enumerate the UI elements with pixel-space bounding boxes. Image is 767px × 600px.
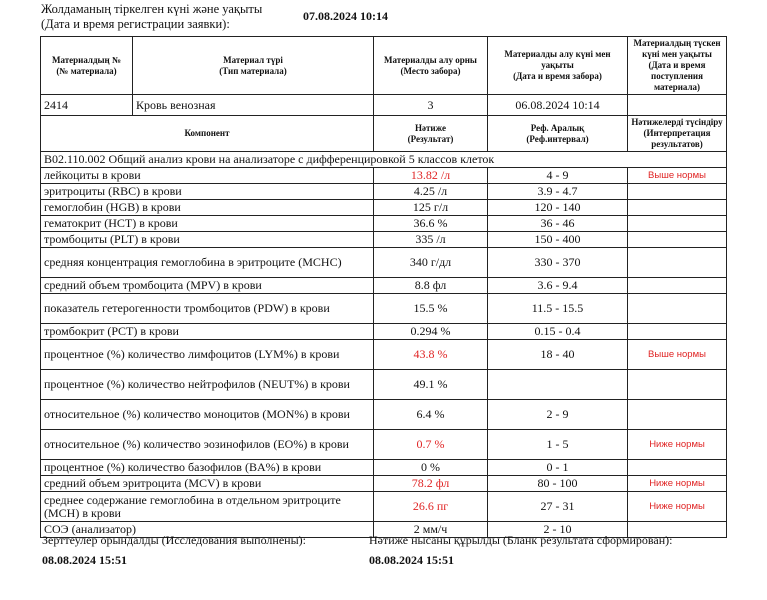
- component-name: процентное (%) количество лимфоцитов (LYM%) в крови: [41, 340, 374, 370]
- interpretation: [628, 370, 727, 400]
- ref-interval: 27 - 31: [488, 492, 628, 522]
- completed-label: Зерттеулер орындалды (Исследования выполнены):: [42, 533, 306, 547]
- section-title-row: [41, 152, 727, 168]
- result-value: 26.6 пг: [374, 492, 488, 522]
- ref-interval: 11.5 - 15.5: [488, 294, 628, 324]
- result-value: 78.2 фл: [374, 476, 488, 492]
- ref-interval: 2 - 9: [488, 400, 628, 430]
- interpretation: [628, 294, 727, 324]
- result-row: [41, 400, 727, 430]
- interpretation: [628, 460, 727, 476]
- result-value: 8.8 фл: [374, 278, 488, 294]
- material-header-row: [41, 37, 727, 95]
- formed-time: 08.08.2024 15:51: [369, 553, 454, 567]
- results-header-row: [41, 116, 727, 152]
- result-value: 0 %: [374, 460, 488, 476]
- material-datetime-header: Материалды алу күні мен уақыты (Дата и время забора): [488, 37, 628, 95]
- interpretation: Ниже нормы: [628, 430, 727, 460]
- component-name: тромбокрит (PCT) в крови: [41, 324, 374, 340]
- result-value: 49.1 %: [374, 370, 488, 400]
- component-name: относительное (%) количество моноцитов (MON%) в крови: [41, 400, 374, 430]
- interpretation: [628, 200, 727, 216]
- component-name: показатель гетерогенности тромбоцитов (PDW) в крови: [41, 294, 374, 324]
- component-name: средняя концентрация гемоглобина в эритроците (MCHC): [41, 248, 374, 278]
- result-value: 13.82 /л: [374, 168, 488, 184]
- ref-interval: 3.6 - 9.4: [488, 278, 628, 294]
- interpretation: [628, 248, 727, 278]
- component-name: относительное (%) количество эозинофилов (EO%) в крови: [41, 430, 374, 460]
- ref-interval: 1 - 5: [488, 430, 628, 460]
- material-number: 2414: [41, 95, 133, 116]
- interpretation: Выше нормы: [628, 340, 727, 370]
- result-value: 15.5 %: [374, 294, 488, 324]
- ref-interval: 150 - 400: [488, 232, 628, 248]
- ref-interval: 120 - 140: [488, 200, 628, 216]
- registration-label-kz: Жолдаманың тіркелген күні және уақыты: [41, 2, 263, 16]
- result-row: [41, 200, 727, 216]
- ref-interval: 3.9 - 4.7: [488, 184, 628, 200]
- result-row: [41, 340, 727, 370]
- component-name: эритроциты (RBC) в крови: [41, 184, 374, 200]
- result-row: [41, 476, 727, 492]
- interpretation: [628, 400, 727, 430]
- result-header: Нәтиже (Результат): [374, 116, 488, 152]
- ref-interval-header: Реф. Аралық (Реф.интервал): [488, 116, 628, 152]
- lab-results-table: [40, 36, 727, 538]
- material-place: 3: [374, 95, 488, 116]
- ref-interval: 0 - 1: [488, 460, 628, 476]
- component-name: гематокрит (HCT) в крови: [41, 216, 374, 232]
- result-value: 340 г/дл: [374, 248, 488, 278]
- component-name: процентное (%) количество базофилов (BA%) в крови: [41, 460, 374, 476]
- material-received-header: Материалдың түскен күні мен уақыты (Дата и время поступления материала): [628, 37, 727, 95]
- formed-label: Нәтиже нысаны құрылды (Бланк результата сформирован):: [369, 533, 673, 547]
- component-name: средний объем эритроцита (MCV) в крови: [41, 476, 374, 492]
- component-name: тромбоциты (PLT) в крови: [41, 232, 374, 248]
- result-row: [41, 216, 727, 232]
- ref-interval: 18 - 40: [488, 340, 628, 370]
- material-datetime: 06.08.2024 10:14: [488, 95, 628, 116]
- ref-interval: 4 - 9: [488, 168, 628, 184]
- material-received: [628, 95, 727, 116]
- material-row: [41, 95, 727, 116]
- interpretation: [628, 278, 727, 294]
- registration-datetime: 07.08.2024 10:14: [303, 9, 388, 23]
- ref-interval: 2 - 10: [488, 522, 628, 538]
- result-row: [41, 168, 727, 184]
- interpretation: [628, 232, 727, 248]
- interpretation: [628, 216, 727, 232]
- result-row: [41, 324, 727, 340]
- result-value: 125 г/л: [374, 200, 488, 216]
- interpretation: Ниже нормы: [628, 476, 727, 492]
- result-row: [41, 248, 727, 278]
- component-name: процентное (%) количество нейтрофилов (NEUT%) в крови: [41, 370, 374, 400]
- material-place-header: Материалды алу орны (Место забора): [374, 37, 488, 95]
- component-name: лейкоциты в крови: [41, 168, 374, 184]
- interpretation: Ниже нормы: [628, 492, 727, 522]
- registration-label-ru: (Дата и время регистрации заявки):: [41, 17, 230, 31]
- result-value: 43.8 %: [374, 340, 488, 370]
- completed-time: 08.08.2024 15:51: [42, 553, 127, 567]
- interpretation: [628, 184, 727, 200]
- result-value: 2 мм/ч: [374, 522, 488, 538]
- interpretation: Выше нормы: [628, 168, 727, 184]
- material-number-header: Материалдың № (№ материала): [41, 37, 133, 95]
- result-row: [41, 430, 727, 460]
- component-name: гемоглобин (HGB) в крови: [41, 200, 374, 216]
- result-value: 0.294 %: [374, 324, 488, 340]
- result-row: [41, 184, 727, 200]
- interpretation-header: Нәтижелерді түсіндіру (Интерпретация результатов): [628, 116, 727, 152]
- registration-label: [41, 2, 262, 32]
- ref-interval: 80 - 100: [488, 476, 628, 492]
- result-row: [41, 460, 727, 476]
- result-value: 0.7 %: [374, 430, 488, 460]
- material-type-header: Материал түрі (Тип материала): [133, 37, 374, 95]
- result-value: 36.6 %: [374, 216, 488, 232]
- material-type: Кровь венозная: [133, 95, 374, 116]
- component-name: СОЭ (анализатор): [41, 522, 374, 538]
- component-name: среднее содержание гемоглобина в отдельном эритроците (MCH) в крови: [41, 492, 374, 522]
- result-value: 4.25 /л: [374, 184, 488, 200]
- interpretation: [628, 324, 727, 340]
- ref-interval: [488, 370, 628, 400]
- ref-interval: 0.15 - 0.4: [488, 324, 628, 340]
- result-value: 335 /л: [374, 232, 488, 248]
- ref-interval: 36 - 46: [488, 216, 628, 232]
- result-row: [41, 370, 727, 400]
- result-value: 6.4 %: [374, 400, 488, 430]
- ref-interval: 330 - 370: [488, 248, 628, 278]
- component-header: Компонент: [41, 116, 374, 152]
- result-row: [41, 232, 727, 248]
- component-name: средний объем тромбоцита (MPV) в крови: [41, 278, 374, 294]
- result-row: [41, 278, 727, 294]
- section-title: B02.110.002 Общий анализ крови на анализаторе с дифференцировкой 5 классов клеток: [41, 152, 727, 168]
- result-row: [41, 492, 727, 522]
- result-row: [41, 294, 727, 324]
